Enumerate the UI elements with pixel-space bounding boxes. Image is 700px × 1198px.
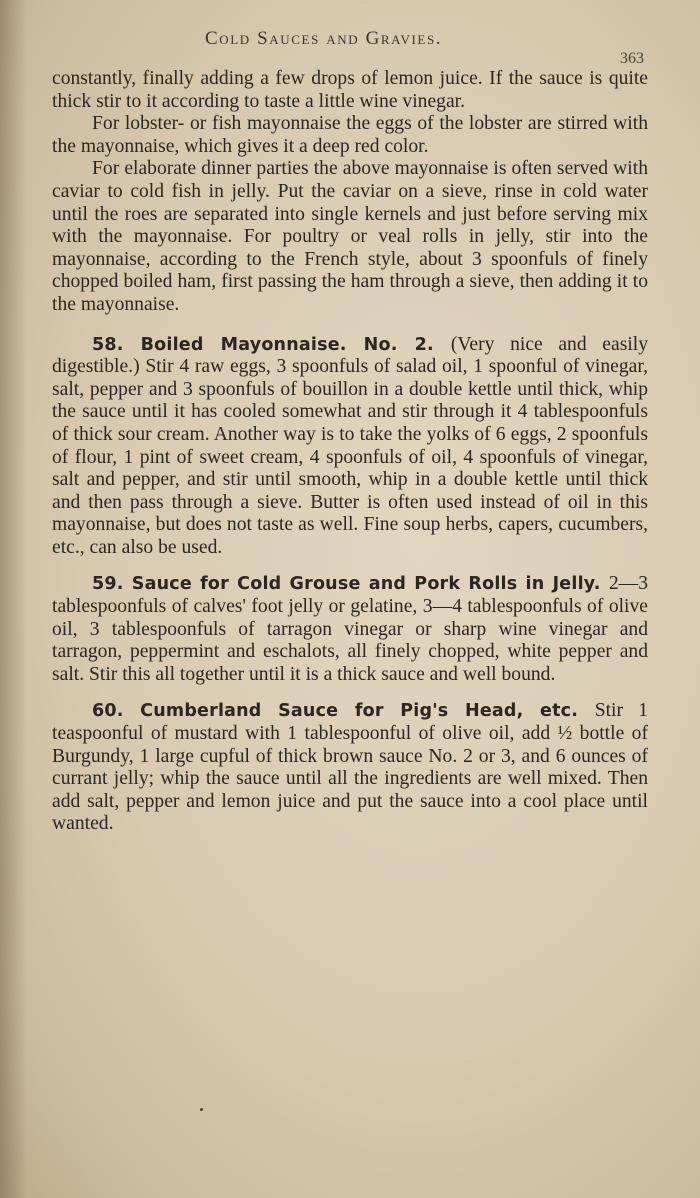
page-number: 363 [620, 50, 644, 67]
paragraph-continuation: constantly, finally adding a few drops of lemon juice. If the sauce is quite thick stir to it according to taste a little wine vinegar. [52, 68, 648, 112]
paragraph-dinner-parties: For elaborate dinner parties the above mayonnaise is often served with caviar to cold fish in jelly. Put the caviar on a sieve, rinse in cold water until the roes are separated into single kernels and just before serving mix with the mayonnaise. For poultry or veal rolls in jelly, stir into the mayonnaise, according to the French style, about 3 spoonfuls of finely chopped boiled ham, first passing the ham through a sieve, then adding it to the mayonnaise. [52, 158, 648, 315]
recipe-60 [52, 700, 648, 836]
page-content [52, 68, 648, 836]
print-speck [200, 1108, 203, 1111]
recipe-title: 58. Boiled Mayonnaise. No. 2. [92, 334, 451, 355]
recipe-58 [52, 334, 648, 560]
recipe-body: (Very nice and easily digestible.) Stir 4 raw eggs, 3 spoonfuls of salad oil, 1 spoonful of vinegar, salt, pepper and 3 spoonfuls of bouillon in a double kettle until thick, whip the sauce until it has cooled somewhat and stir through it 4 tablespoonfuls of thick sour cream. Another way is to take the yolks of 6 eggs, 2 spoonfuls of flour, 1 pint of sweet cream, 4 spoonfuls of oil, 4 spoonfuls of vinegar, salt and pepper, and stir until smooth, whip in a double kettle until thick and then pass through a sieve. Butter is often used instead of oil in this mayonnaise, but does not taste as well. Fine soup herbs, capers, cucumbers, etc., can also be used. [52, 333, 649, 558]
recipe-body: 2—3 tablespoonfuls of calves' foot jelly or gelatine, 3—4 tablespoonfuls of olive oil, 3 tablespoonfuls of tarragon vinegar or sharp wine vinegar and tarragon, peppermint and eschalots, all finely chopped, white pepper and salt. Stir this all together until it is a thick sauce and well bound. [52, 573, 648, 685]
recipe-title: 59. Sauce for Cold Grouse and Pork Rolls in Jelly. [92, 574, 609, 595]
paragraph-lobster-mayonnaise: For lobster- or fish mayonnaise the eggs of the lobster are stirred with the mayonnaise, which gives it a deep red color. [52, 113, 648, 157]
recipe-59 [52, 573, 648, 686]
page-header [0, 22, 700, 67]
recipe-title: 60. Cumberland Sauce for Pig's Head, etc. [92, 701, 595, 722]
gutter-shadow [0, 0, 28, 1198]
running-title: Cold Sauces and Gravies. [205, 28, 443, 49]
recipe-body: Stir 1 teaspoonful of mustard with 1 tablespoonful of olive oil, add ½ bottle of Burgundy, 1 large cupful of thick brown sauce No. 2 or 3, and 6 ounces of currant jelly; whip the sauce until all the ingredients are well mixed. Then add salt, pepper and lemon juice and put the sauce into a cool place until wanted. [52, 700, 648, 835]
